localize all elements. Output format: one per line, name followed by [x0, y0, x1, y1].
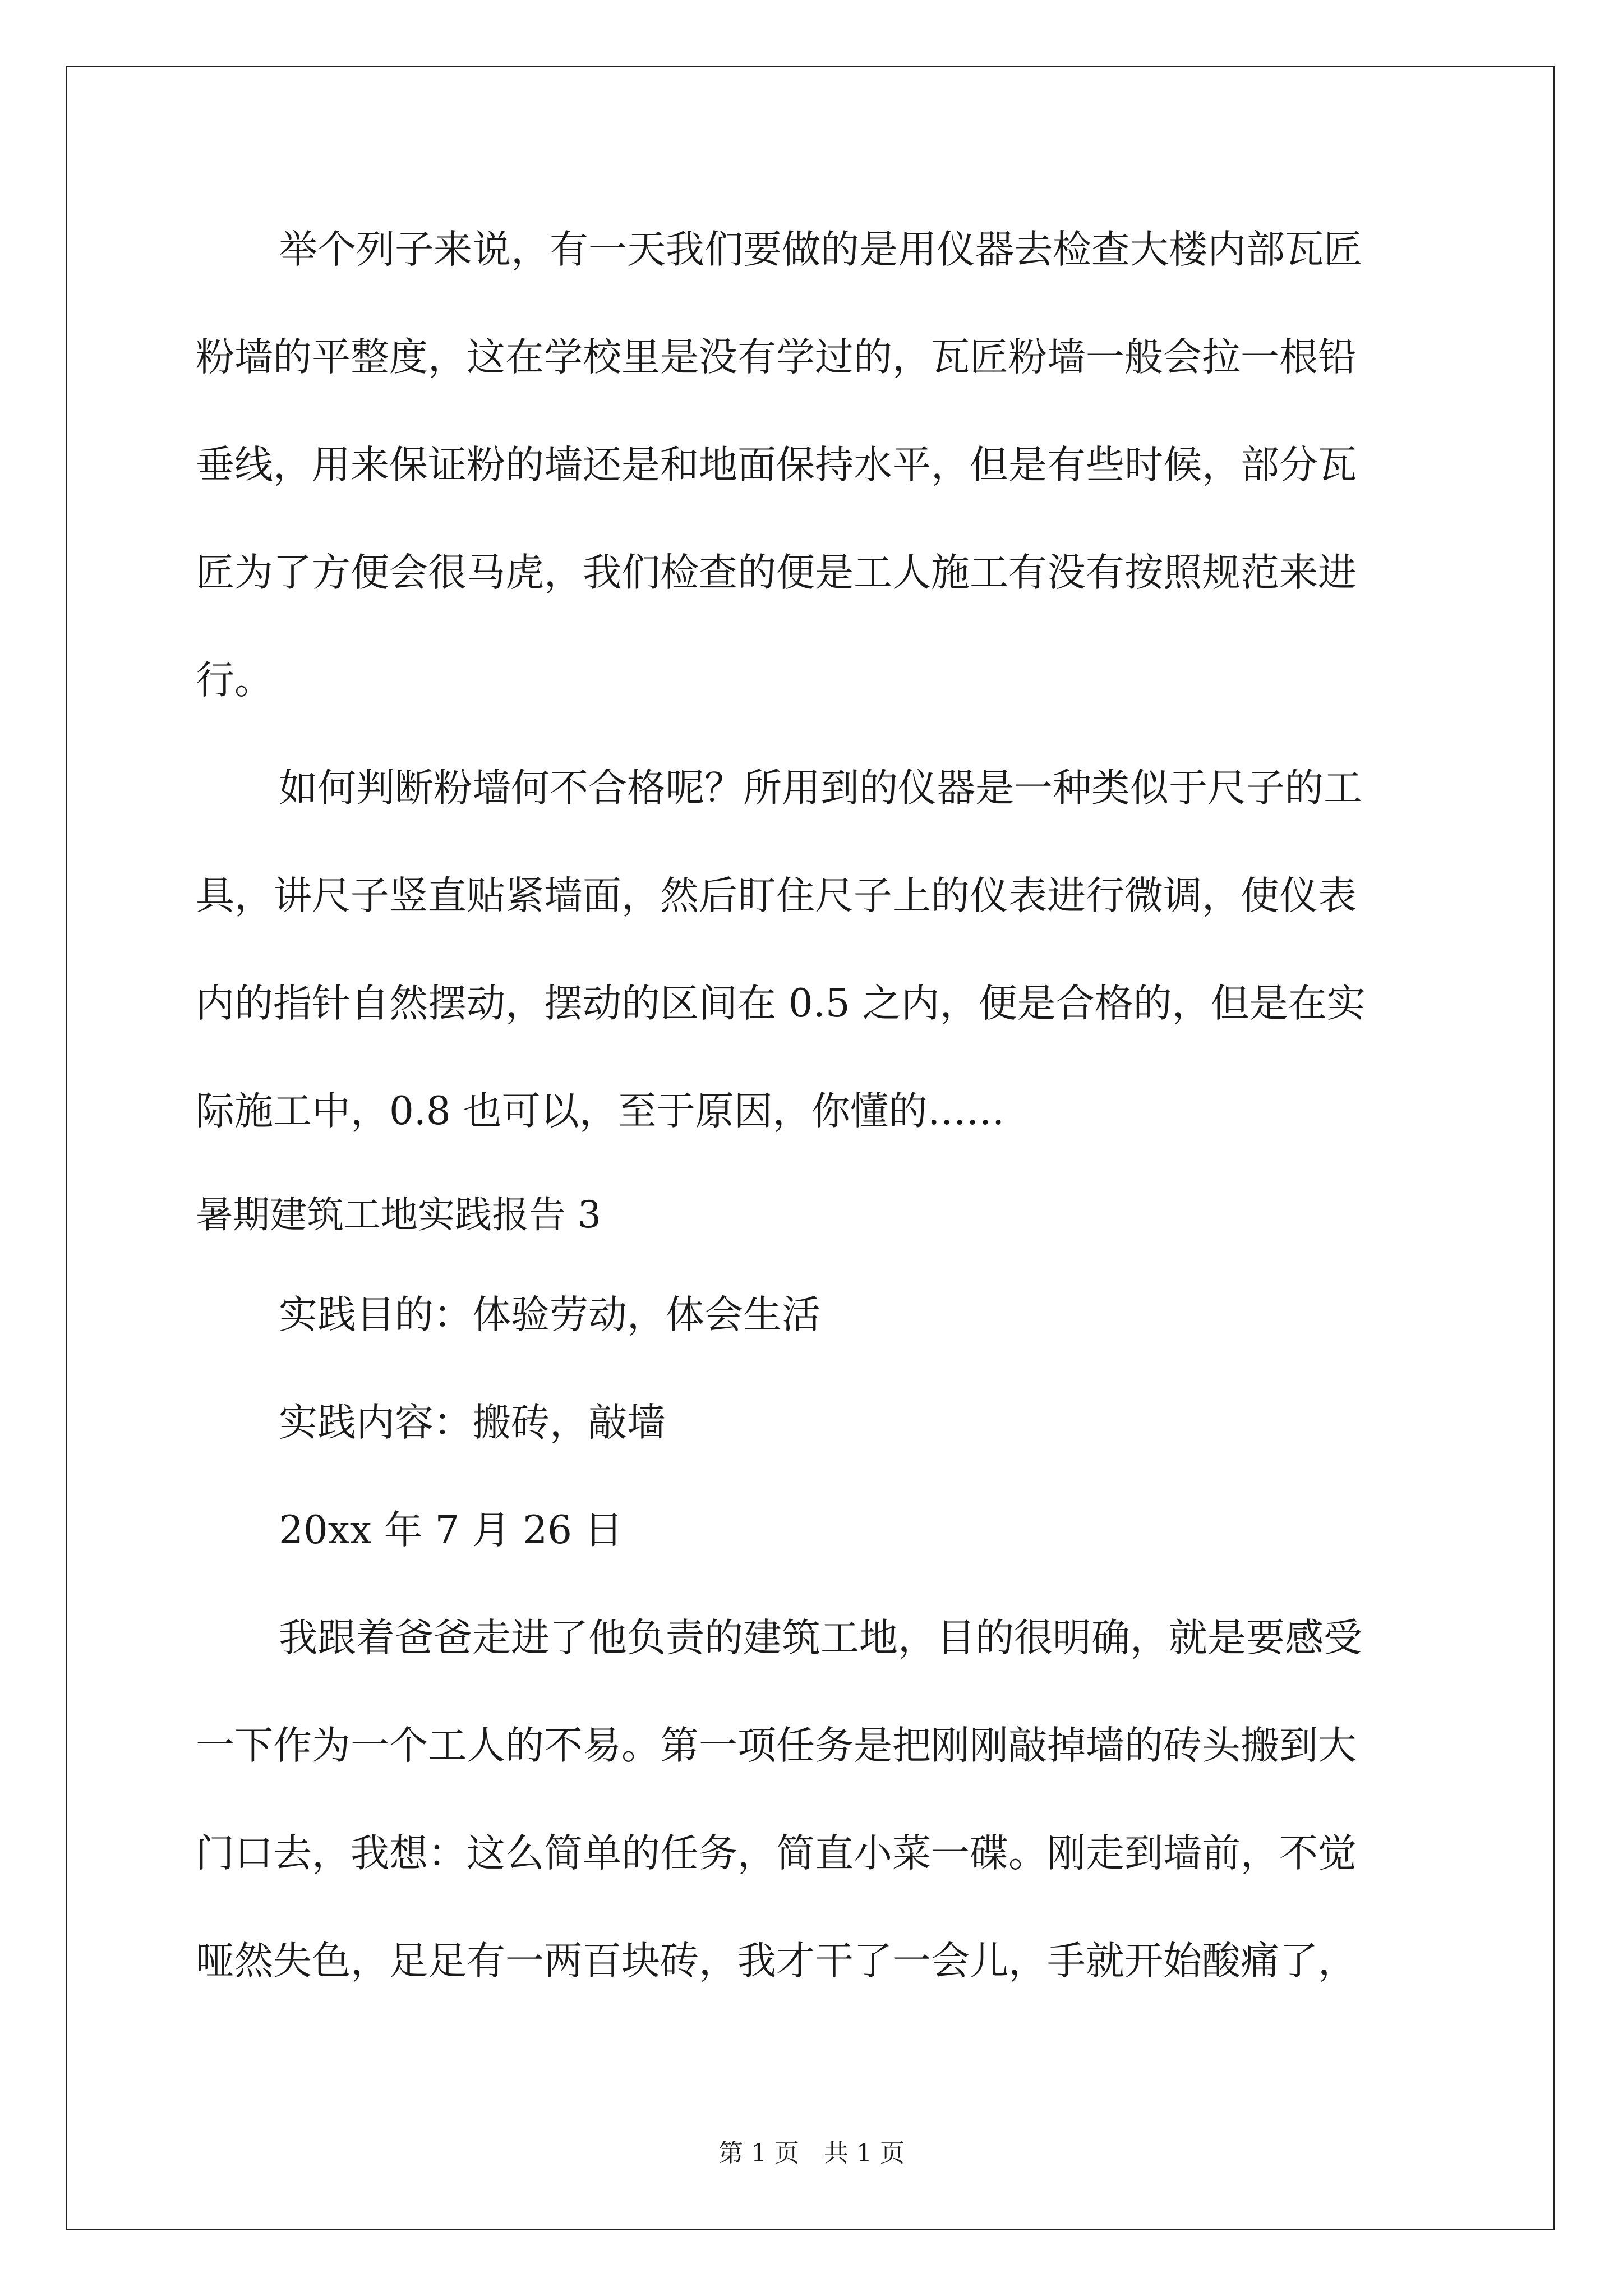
practice-purpose: 实践目的：体验劳动，体会生活: [279, 1292, 820, 1337]
entry-date: 20xx 年 7 月 26 日: [279, 1508, 623, 1553]
paragraph-3-line-4: 哑然失色，足足有一两百块砖，我才干了一会儿，手就开始酸痛了，: [196, 1939, 1357, 1984]
paragraph-1-line-4: 匠为了方便会很马虎，我们检查的便是工人施工有没有按照规范来进: [196, 550, 1357, 595]
paragraph-3-line-1: 我跟着爸爸走进了他负责的建筑工地，目的很明确，就是要感受: [279, 1616, 1362, 1660]
page-number-footer: 第 1 页 共 1 页: [718, 2139, 905, 2168]
paragraph-3-line-2: 一下作为一个工人的不易。第一项任务是把刚刚敲掉墙的砖头搬到大: [196, 1723, 1357, 1768]
paragraph-1-line-5: 行。: [196, 658, 273, 703]
paragraph-3-line-3: 门口去，我想：这么简单的任务，简直小菜一碟。刚走到墙前，不觉: [196, 1831, 1357, 1876]
paragraph-1-line-2: 粉墙的平整度，这在学校里是没有学过的，瓦匠粉墙一般会拉一根铅: [196, 335, 1357, 380]
page-border: [66, 66, 1555, 2230]
paragraph-2-line-4: 际施工中，0.8 也可以，至于原因，你懂的……: [196, 1089, 1005, 1134]
practice-content: 实践内容：搬砖，敲墙: [279, 1400, 666, 1445]
paragraph-1-line-3: 垂线，用来保证粉的墙还是和地面保持水平，但是有些时候，部分瓦: [196, 443, 1357, 487]
paragraph-2-line-3: 内的指针自然摆动，摆动的区间在 0.5 之内，便是合格的，但是在实: [196, 981, 1366, 1026]
paragraph-2-line-1: 如何判断粉墙何不合格呢？所用到的仪器是一种类似于尺子的工: [279, 766, 1362, 811]
section-title: 暑期建筑工地实践报告 3: [196, 1193, 601, 1236]
paragraph-1-line-1: 举个列子来说，有一天我们要做的是用仪器去检查大楼内部瓦匠: [279, 227, 1362, 272]
paragraph-2-line-2: 具，讲尺子竖直贴紧墙面，然后盯住尺子上的仪表进行微调，使仪表: [196, 873, 1357, 918]
